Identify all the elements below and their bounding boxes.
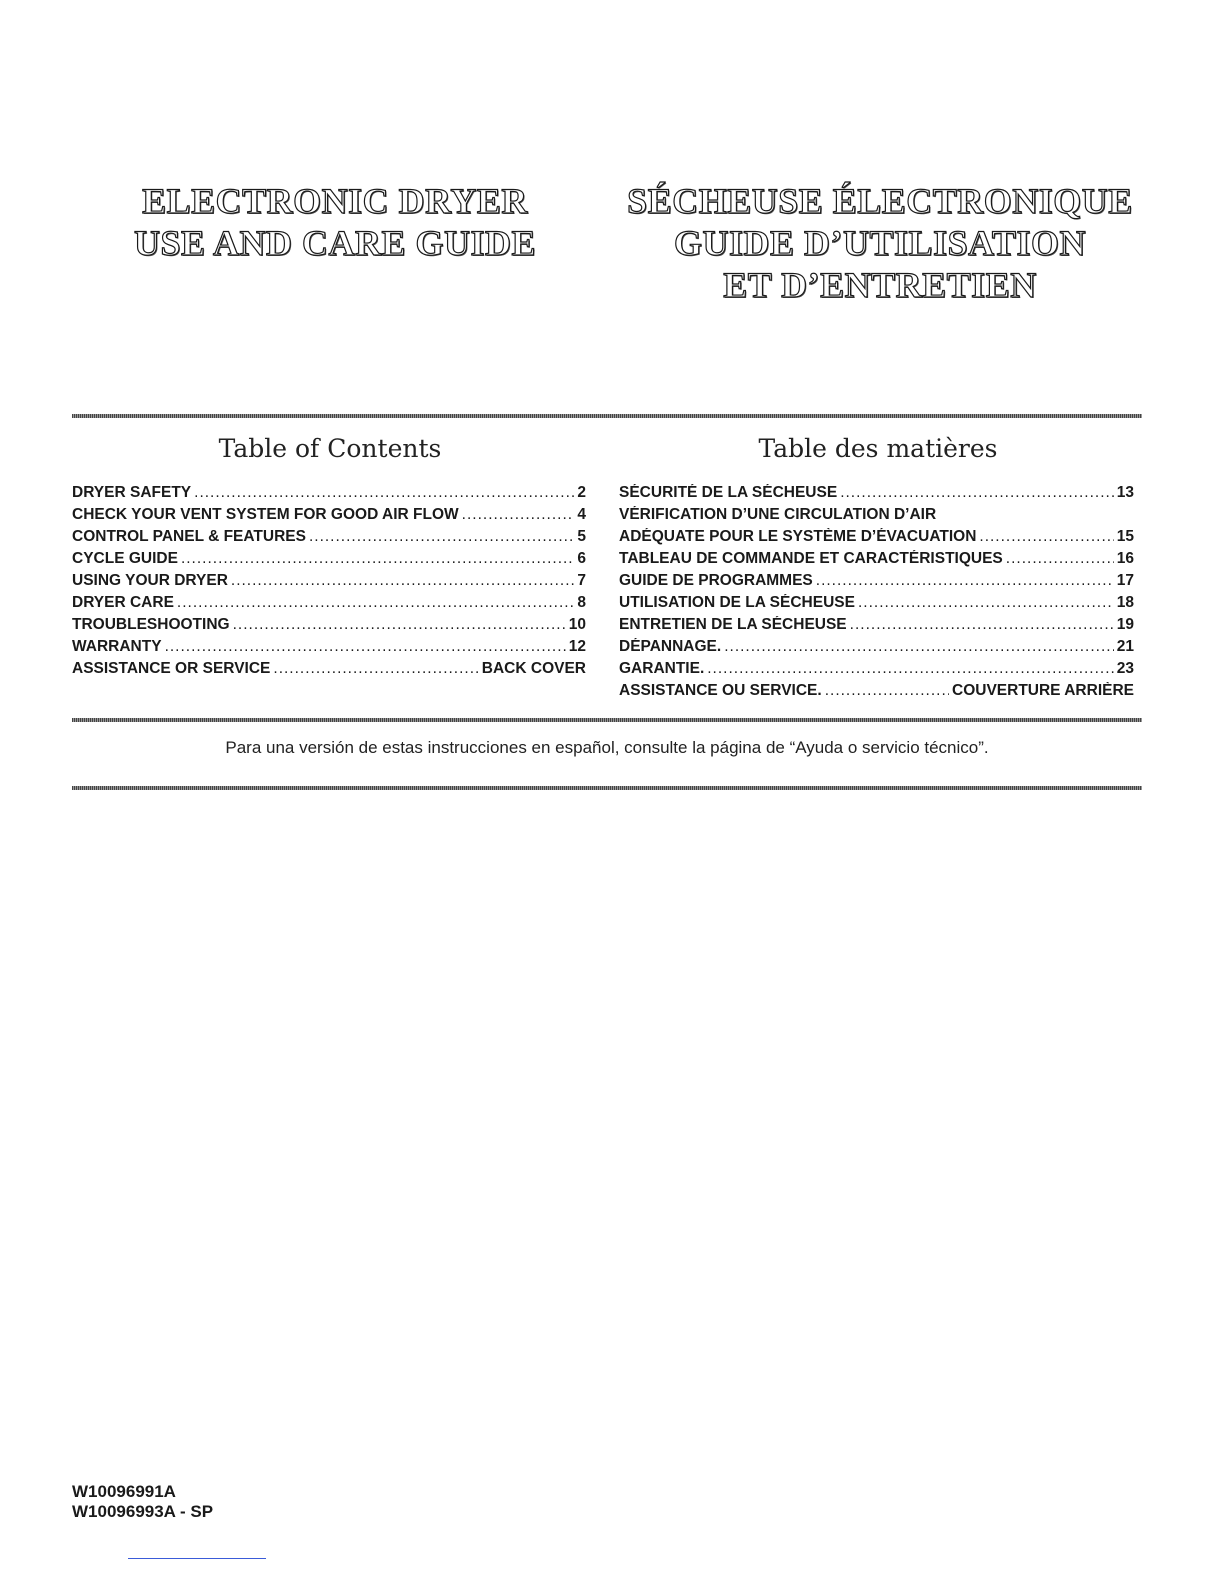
toc-leader-dots bbox=[979, 528, 1113, 546]
divider-top bbox=[72, 414, 1142, 418]
toc-entry-page: 16 bbox=[1116, 550, 1134, 567]
toc-entry-page: 12 bbox=[568, 638, 586, 655]
toc-heading-french: Table des matières bbox=[758, 434, 998, 463]
toc-entry-title: DÉPANNAGE. bbox=[619, 638, 722, 655]
toc-entry-page: COUVERTURE ARRIÈRE bbox=[952, 682, 1134, 699]
toc-entry-title: DRYER CARE bbox=[72, 594, 174, 611]
toc-entry[interactable] bbox=[72, 572, 586, 594]
part-number: W10096991A bbox=[72, 1482, 176, 1501]
spanish-version-note: Para una versión de estas instrucciones en español, consulte la página de “Ayuda o servicio técnico”. bbox=[225, 738, 989, 757]
divider-middle bbox=[72, 718, 1142, 722]
toc-entry[interactable] bbox=[619, 682, 1134, 704]
toc-leader-dots bbox=[825, 682, 949, 700]
toc-leader-dots bbox=[462, 506, 575, 524]
toc-entry-title: TROUBLESHOOTING bbox=[72, 616, 230, 633]
toc-entry-title: DRYER SAFETY bbox=[72, 484, 192, 501]
toc-entry[interactable] bbox=[72, 484, 586, 506]
toc-leader-dots bbox=[231, 572, 574, 590]
toc-leader-dots bbox=[850, 616, 1114, 634]
toc-leader-dots bbox=[724, 638, 1114, 656]
toc-entry[interactable] bbox=[619, 550, 1134, 572]
toc-entry[interactable] bbox=[72, 506, 586, 528]
toc-entry-page: 8 bbox=[577, 594, 586, 611]
toc-entry[interactable] bbox=[619, 594, 1134, 616]
toc-entry[interactable] bbox=[72, 594, 586, 616]
toc-entry[interactable] bbox=[619, 660, 1134, 682]
toc-leader-dots bbox=[1006, 550, 1114, 568]
title-line: GUIDE D’UTILISATION bbox=[674, 223, 1086, 263]
title-english bbox=[100, 180, 570, 264]
toc-entry-page: 2 bbox=[577, 484, 586, 501]
part-number: W10096993A - SP bbox=[72, 1502, 214, 1521]
toc-entry-page: 7 bbox=[577, 572, 586, 589]
toc-entry[interactable] bbox=[619, 572, 1134, 594]
toc-entry-page: 21 bbox=[1116, 638, 1134, 655]
toc-entry-title: VÉRIFICATION D’UNE CIRCULATION D’AIR bbox=[619, 506, 937, 523]
title-french bbox=[610, 180, 1150, 306]
toc-entry-title: GARANTIE. bbox=[619, 660, 705, 677]
toc-entry-page: BACK COVER bbox=[481, 660, 586, 677]
toc-entry-title: ASSISTANCE OU SERVICE. bbox=[619, 682, 822, 699]
title-line: ELECTRONIC DRYER bbox=[142, 181, 528, 221]
toc-entry-page: 15 bbox=[1116, 528, 1134, 545]
toc-entry-title: ASSISTANCE OR SERVICE bbox=[72, 660, 271, 677]
toc-entry-title: ENTRETIEN DE LA SÉCHEUSE bbox=[619, 616, 847, 633]
toc-entry-title: CONTROL PANEL & FEATURES bbox=[72, 528, 306, 545]
toc-entry-title: GUIDE DE PROGRAMMES bbox=[619, 572, 813, 589]
toc-entry[interactable] bbox=[72, 616, 586, 638]
toc-leader-dots bbox=[707, 660, 1114, 678]
title-line: ET D’ENTRETIEN bbox=[723, 265, 1037, 305]
toc-entry-title: UTILISATION DE LA SÉCHEUSE bbox=[619, 594, 855, 611]
toc-entry-title: CHECK YOUR VENT SYSTEM FOR GOOD AIR FLOW bbox=[72, 506, 459, 523]
toc-entry-page: 23 bbox=[1116, 660, 1134, 677]
toc-entry-page: 4 bbox=[577, 506, 586, 523]
toc-entry-title: ADÉQUATE POUR LE SYSTÈME D’ÉVACUATION bbox=[619, 528, 977, 545]
toc-entry-title: CYCLE GUIDE bbox=[72, 550, 178, 567]
toc-leader-dots bbox=[194, 484, 574, 502]
toc-leader-dots bbox=[273, 660, 478, 678]
toc-entry[interactable] bbox=[619, 616, 1134, 638]
toc-entry[interactable] bbox=[619, 638, 1134, 660]
toc-entry[interactable] bbox=[619, 528, 1134, 550]
toc-leader-dots bbox=[840, 484, 1114, 502]
part-numbers bbox=[72, 1482, 213, 1522]
toc-leader-dots bbox=[181, 550, 574, 568]
toc-entry[interactable] bbox=[72, 638, 586, 660]
toc-entry-title: WARRANTY bbox=[72, 638, 162, 655]
toc-entry[interactable] bbox=[619, 506, 1134, 528]
toc-entry-page: 6 bbox=[577, 550, 586, 567]
toc-entry-title: SÉCURITÉ DE LA SÉCHEUSE bbox=[619, 484, 838, 501]
toc-entry-page: 10 bbox=[568, 616, 586, 633]
toc-heading-english: Table of Contents bbox=[218, 434, 442, 463]
title-line: SÉCHEUSE ÉLECTRONIQUE bbox=[627, 181, 1133, 221]
toc-entry-page: 5 bbox=[577, 528, 586, 545]
toc-list-french bbox=[619, 484, 1134, 704]
toc-list-english bbox=[72, 484, 586, 682]
toc-entry-page: 13 bbox=[1116, 484, 1134, 501]
toc-entry-page: 18 bbox=[1116, 594, 1134, 611]
toc-leader-dots bbox=[233, 616, 566, 634]
toc-entry[interactable] bbox=[72, 660, 586, 682]
toc-leader-dots bbox=[165, 638, 566, 656]
toc-entry[interactable] bbox=[72, 528, 586, 550]
toc-leader-dots bbox=[309, 528, 574, 546]
toc-entry-title: USING YOUR DRYER bbox=[72, 572, 228, 589]
toc-entry-title: TABLEAU DE COMMANDE ET CARACTÉRISTIQUES bbox=[619, 550, 1003, 567]
toc-leader-dots bbox=[177, 594, 574, 612]
link-underline bbox=[128, 1558, 266, 1559]
toc-entry[interactable] bbox=[619, 484, 1134, 506]
toc-leader-dots bbox=[816, 572, 1114, 590]
title-line: USE AND CARE GUIDE bbox=[133, 223, 537, 263]
toc-leader-dots bbox=[858, 594, 1114, 612]
toc-entry-page: 17 bbox=[1116, 572, 1134, 589]
toc-entry-page: 19 bbox=[1116, 616, 1134, 633]
toc-entry[interactable] bbox=[72, 550, 586, 572]
divider-bottom bbox=[72, 786, 1142, 790]
